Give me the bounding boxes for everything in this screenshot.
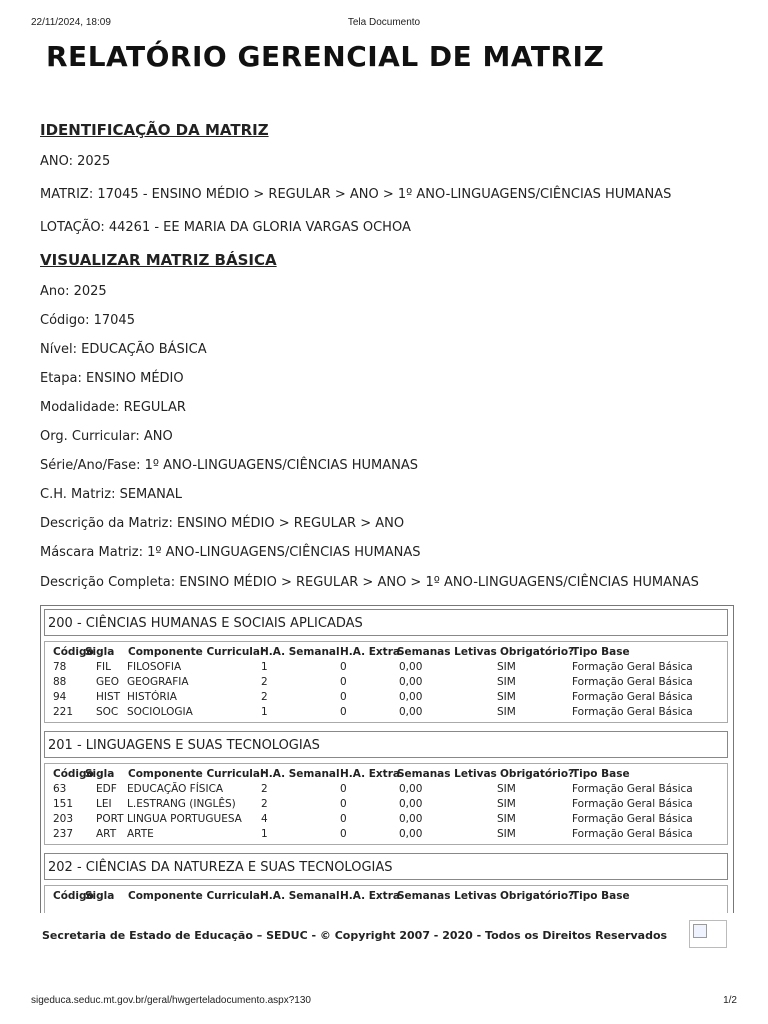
cell-semanas: 0,00 xyxy=(399,706,423,718)
curriculum-groups xyxy=(40,605,734,913)
cell-ha-extra: 0 xyxy=(340,798,347,810)
cell-ha-semanal: 1 xyxy=(261,661,268,673)
col-tipo-base: Tipo Base xyxy=(572,646,630,658)
cell-semanas: 0,00 xyxy=(399,783,423,795)
col-ha-extra: H.A. Extra xyxy=(340,890,400,902)
field-lotacao: LOTAÇÃO: 44261 - EE MARIA DA GLORIA VARGAS OCHOA xyxy=(40,220,411,235)
cell-sigla: ART xyxy=(96,828,117,840)
col-obrigatorio: Obrigatório? xyxy=(500,646,575,658)
field-etapa: Etapa: ENSINO MÉDIO xyxy=(40,371,184,386)
field-codigo: Código: 17045 xyxy=(40,313,135,328)
cell-ha-semanal: 2 xyxy=(261,783,268,795)
cell-codigo: 237 xyxy=(53,828,74,840)
cell-tipo-base: Formação Geral Básica xyxy=(572,661,693,673)
cell-obrigatorio: SIM xyxy=(497,828,516,840)
component-table xyxy=(44,763,728,845)
col-sigla: Sigla xyxy=(85,890,115,902)
cell-ha-extra: 0 xyxy=(340,828,347,840)
cell-codigo: 94 xyxy=(53,691,67,703)
cell-sigla: LEI xyxy=(96,798,112,810)
cell-ha-extra: 0 xyxy=(340,783,347,795)
cell-tipo-base: Formação Geral Básica xyxy=(572,828,693,840)
cell-tipo-base: Formação Geral Básica xyxy=(572,783,693,795)
print-datetime: 22/11/2024, 18:09 xyxy=(31,17,111,28)
cell-codigo: 63 xyxy=(53,783,67,795)
table-row xyxy=(45,797,727,812)
col-semanas: Semanas Letivas xyxy=(397,646,497,658)
cell-sigla: FIL xyxy=(96,661,111,673)
cell-componente: ARTE xyxy=(127,828,154,840)
col-sigla: Sigla xyxy=(85,768,115,780)
cell-componente: L.ESTRANG (INGLÊS) xyxy=(127,798,236,810)
cell-tipo-base: Formação Geral Básica xyxy=(572,813,693,825)
cell-codigo: 78 xyxy=(53,661,67,673)
cell-ha-semanal: 2 xyxy=(261,691,268,703)
cell-obrigatorio: SIM xyxy=(497,798,516,810)
cell-sigla: PORT xyxy=(96,813,124,825)
cell-sigla: GEO xyxy=(96,676,120,688)
col-ha-semanal: H.A. Semanal xyxy=(260,890,340,902)
field-modalidade: Modalidade: REGULAR xyxy=(40,400,186,415)
cell-obrigatorio: SIM xyxy=(497,676,516,688)
cell-ha-extra: 0 xyxy=(340,706,347,718)
component-table xyxy=(44,885,728,913)
col-componente: Componente Curricular xyxy=(128,646,266,658)
col-sigla: Sigla xyxy=(85,646,115,658)
col-semanas: Semanas Letivas xyxy=(397,768,497,780)
cell-ha-extra: 0 xyxy=(340,676,347,688)
cell-componente: LINGUA PORTUGUESA xyxy=(127,813,242,825)
col-obrigatorio: Obrigatório? xyxy=(500,890,575,902)
field-matriz: MATRIZ: 17045 - ENSINO MÉDIO > REGULAR > ANO > 1º ANO-LINGUAGENS/CIÊNCIAS HUMANAS xyxy=(40,187,672,202)
cell-tipo-base: Formação Geral Básica xyxy=(572,706,693,718)
cell-sigla: EDF xyxy=(96,783,117,795)
cell-componente: SOCIOLOGIA xyxy=(127,706,193,718)
field-descricao-completa: Descrição Completa: ENSINO MÉDIO > REGULAR > ANO > 1º ANO-LINGUAGENS/CIÊNCIAS HUMANAS xyxy=(40,575,699,590)
col-componente: Componente Curricular xyxy=(128,890,266,902)
cell-semanas: 0,00 xyxy=(399,798,423,810)
group-header: 202 - CIÊNCIAS DA NATUREZA E SUAS TECNOLOGIAS xyxy=(44,853,728,880)
cell-componente: HISTÓRIA xyxy=(127,691,177,703)
col-tipo-base: Tipo Base xyxy=(572,768,630,780)
page-title: RELATÓRIO GERENCIAL DE MATRIZ xyxy=(46,40,605,73)
page-number: 1/2 xyxy=(723,995,737,1006)
field-ano: ANO: 2025 xyxy=(40,154,111,169)
field-mascara-matriz: Máscara Matriz: 1º ANO-LINGUAGENS/CIÊNCIAS HUMANAS xyxy=(40,545,421,560)
section-title-basica: VISUALIZAR MATRIZ BÁSICA xyxy=(40,251,277,269)
cell-componente: EDUCAÇÃO FÍSICA xyxy=(127,783,224,795)
cell-ha-semanal: 2 xyxy=(261,798,268,810)
field-ch-matriz: C.H. Matriz: SEMANAL xyxy=(40,487,183,502)
cell-codigo: 151 xyxy=(53,798,74,810)
cell-ha-extra: 0 xyxy=(340,691,347,703)
cell-semanas: 0,00 xyxy=(399,813,423,825)
cell-obrigatorio: SIM xyxy=(497,691,516,703)
field-descricao-matriz: Descrição da Matriz: ENSINO MÉDIO > REGULAR > ANO xyxy=(40,516,405,531)
field-org-curricular: Org. Curricular: ANO xyxy=(40,429,173,444)
cell-tipo-base: Formação Geral Básica xyxy=(572,691,693,703)
cell-semanas: 0,00 xyxy=(399,661,423,673)
col-ha-semanal: H.A. Semanal xyxy=(260,768,340,780)
cell-obrigatorio: SIM xyxy=(497,706,516,718)
image-placeholder-icon xyxy=(693,924,707,938)
group-header: 201 - LINGUAGENS E SUAS TECNOLOGIAS xyxy=(44,731,728,758)
cell-componente: GEOGRAFIA xyxy=(127,676,189,688)
cell-codigo: 203 xyxy=(53,813,74,825)
field-serie: Série/Ano/Fase: 1º ANO-LINGUAGENS/CIÊNCIAS HUMANAS xyxy=(40,458,419,473)
col-codigo: Código xyxy=(53,890,94,902)
page-url: sigeduca.seduc.mt.gov.br/geral/hwgerteladocumento.aspx?130 xyxy=(31,995,311,1006)
table-row xyxy=(45,675,727,690)
cell-ha-semanal: 1 xyxy=(261,706,268,718)
col-codigo: Código xyxy=(53,768,94,780)
cell-tipo-base: Formação Geral Básica xyxy=(572,798,693,810)
field-ano-basica: Ano: 2025 xyxy=(40,284,107,299)
table-header-row xyxy=(45,767,727,782)
col-obrigatorio: Obrigatório? xyxy=(500,768,575,780)
cell-componente: FILOSOFIA xyxy=(127,661,182,673)
col-componente: Componente Curricular xyxy=(128,768,266,780)
broken-image-icon xyxy=(689,920,727,948)
cell-semanas: 0,00 xyxy=(399,828,423,840)
cell-obrigatorio: SIM xyxy=(497,813,516,825)
component-table xyxy=(44,641,728,723)
table-header-row xyxy=(45,645,727,660)
section-title-identificacao: IDENTIFICAÇÃO DA MATRIZ xyxy=(40,121,269,139)
cell-codigo: 88 xyxy=(53,676,67,688)
col-tipo-base: Tipo Base xyxy=(572,890,630,902)
col-ha-extra: H.A. Extra xyxy=(340,768,400,780)
table-row xyxy=(45,827,727,842)
col-ha-semanal: H.A. Semanal xyxy=(260,646,340,658)
print-header xyxy=(31,17,737,31)
cell-ha-semanal: 4 xyxy=(261,813,268,825)
cell-ha-extra: 0 xyxy=(340,661,347,673)
table-row xyxy=(45,812,727,827)
table-row xyxy=(45,690,727,705)
cell-semanas: 0,00 xyxy=(399,691,423,703)
cell-obrigatorio: SIM xyxy=(497,783,516,795)
table-row xyxy=(45,660,727,675)
col-codigo: Código xyxy=(53,646,94,658)
group-header: 200 - CIÊNCIAS HUMANAS E SOCIAIS APLICADAS xyxy=(44,609,728,636)
table-row xyxy=(45,782,727,797)
cell-ha-semanal: 1 xyxy=(261,828,268,840)
cell-ha-semanal: 2 xyxy=(261,676,268,688)
col-ha-extra: H.A. Extra xyxy=(340,646,400,658)
cell-sigla: SOC xyxy=(96,706,119,718)
copyright-text: Secretaria de Estado de Educação – SEDUC - © Copyright 2007 - 2020 - Todos os Direitos Reservados xyxy=(42,929,668,942)
col-semanas: Semanas Letivas xyxy=(397,890,497,902)
print-doc-title: Tela Documento xyxy=(347,17,421,28)
cell-tipo-base: Formação Geral Básica xyxy=(572,676,693,688)
cell-ha-extra: 0 xyxy=(340,813,347,825)
table-header-row xyxy=(45,889,727,904)
cell-semanas: 0,00 xyxy=(399,676,423,688)
cell-codigo: 221 xyxy=(53,706,74,718)
cell-obrigatorio: SIM xyxy=(497,661,516,673)
field-nivel: Nível: EDUCAÇÃO BÁSICA xyxy=(40,342,207,357)
cell-sigla: HIST xyxy=(96,691,121,703)
table-row xyxy=(45,705,727,720)
